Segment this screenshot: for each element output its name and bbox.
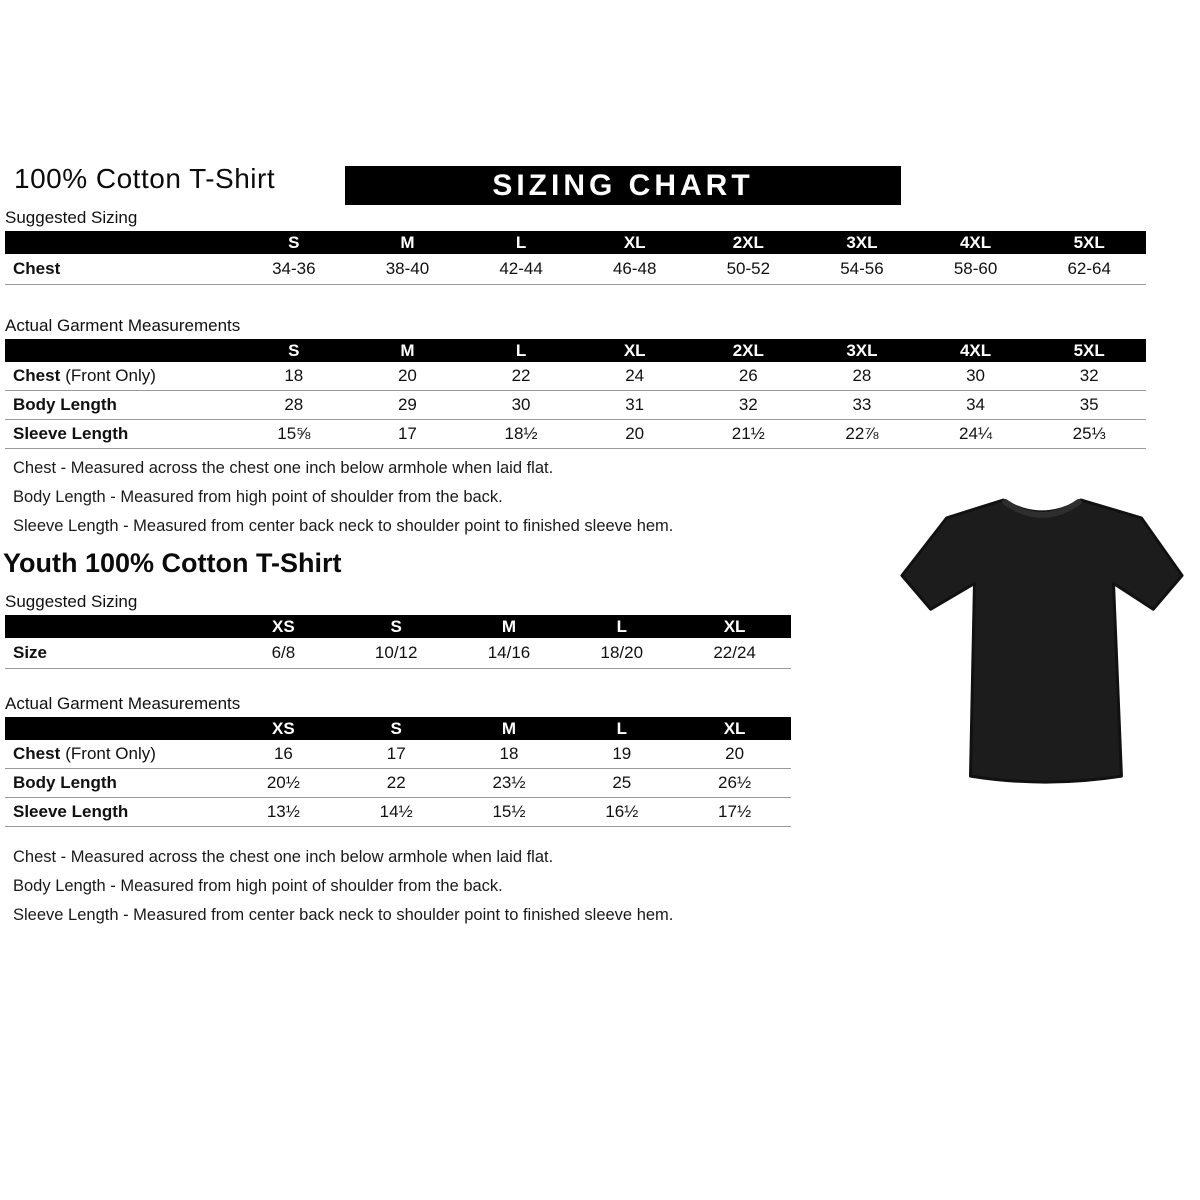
youth-section-title: Youth 100% Cotton T-Shirt	[3, 548, 342, 578]
table-cell: 17	[386, 744, 406, 763]
table-header-cell: S	[390, 617, 402, 636]
youth-garment-measurements-table	[5, 717, 791, 827]
table-cell: 22	[511, 366, 531, 385]
table-header-cell: 4XL	[959, 233, 992, 252]
table-header-cell: XL	[723, 617, 746, 636]
table-cell: 22	[386, 773, 406, 792]
table-cell: 20½	[266, 773, 300, 792]
page-title: 100% Cotton T-Shirt	[14, 163, 276, 194]
table-cell: 15½	[492, 802, 526, 821]
row-label: Chest (Front Only)	[13, 366, 156, 385]
measurement-note: Body Length - Measured from high point of shoulder from the back.	[13, 488, 503, 506]
sizing-chart-banner	[345, 166, 901, 205]
row-label: Body Length	[13, 395, 117, 414]
table-cell: 16½	[605, 802, 639, 821]
measurement-note: Chest - Measured across the chest one inch below armhole when laid flat.	[13, 459, 554, 477]
table-cell: 15⅝	[277, 424, 311, 443]
adult-measurement-notes	[13, 454, 673, 541]
table-header-cell: L	[616, 719, 627, 738]
row-label: Body Length	[13, 773, 117, 792]
table-header-cell: 3XL	[846, 233, 878, 252]
table-cell: 35	[1079, 395, 1099, 414]
table-cell: 54-56	[840, 259, 884, 278]
youth-actual-measurements-label: Actual Garment Measurements	[5, 694, 241, 713]
table-header-cell: 5XL	[1073, 341, 1105, 360]
table-header-cell	[5, 339, 237, 362]
table-cell: 18	[284, 366, 304, 385]
table-header-row	[5, 717, 791, 740]
table-cell: 58-60	[953, 259, 998, 278]
table-cell: 29	[397, 395, 417, 414]
table-cell: 25	[612, 773, 632, 792]
table-cell: 30	[511, 395, 531, 414]
table-cell: 19	[612, 744, 632, 763]
table-cell: 62-64	[1067, 259, 1111, 278]
tshirt-silhouette	[902, 500, 1182, 782]
table-header-cell: M	[400, 341, 415, 360]
table-cell: 33	[852, 395, 872, 414]
table-cell: 38-40	[385, 259, 430, 278]
table-header-cell: XL	[723, 719, 746, 738]
tshirt-image	[893, 478, 1191, 816]
youth-measurement-notes	[13, 843, 673, 930]
table-cell: 13½	[266, 802, 300, 821]
table-header-cell: M	[501, 617, 517, 636]
table-header-cell: S	[288, 341, 300, 360]
row-label: Sleeve Length	[13, 424, 129, 443]
table-cell: 18½	[504, 424, 538, 443]
table-header-row	[5, 339, 1146, 362]
table-row	[5, 391, 1146, 420]
table-cell: 14/16	[487, 643, 531, 662]
table-cell: 24	[625, 366, 645, 385]
table-cell: 34	[966, 395, 986, 414]
table-row	[5, 638, 791, 669]
table-row	[5, 254, 1146, 285]
table-cell: 46-48	[612, 259, 657, 278]
table-header-cell: S	[288, 233, 300, 252]
table-cell: 50-52	[726, 259, 771, 278]
youth-suggested-sizing-label: Suggested Sizing	[5, 592, 138, 611]
table-cell: 42-44	[499, 259, 543, 278]
adult-actual-measurements-label: Actual Garment Measurements	[5, 316, 241, 335]
table-header-cell: L	[616, 617, 627, 636]
table-header-cell: 2XL	[732, 341, 764, 360]
table-header-cell	[5, 231, 237, 254]
table-header-cell: M	[501, 719, 517, 738]
table-cell: 31	[625, 395, 645, 414]
table-cell: 14½	[379, 802, 413, 821]
row-label: Chest	[13, 259, 61, 278]
table-cell: 26	[738, 366, 758, 385]
table-cell: 20	[397, 366, 417, 385]
table-cell: 34-36	[272, 259, 316, 278]
sizing-chart-banner-label: SIZING CHART	[492, 168, 754, 202]
measurement-note: Body Length - Measured from high point of shoulder from the back.	[13, 877, 503, 895]
table-cell: 28	[852, 366, 872, 385]
table-header-cell: XS	[272, 617, 295, 636]
table-header-cell: M	[400, 233, 415, 252]
row-label: Sleeve Length	[13, 802, 129, 821]
table-row	[5, 769, 791, 798]
adult-suggested-sizing-table	[5, 231, 1146, 285]
table-cell: 17	[397, 424, 417, 443]
table-cell: 10/12	[374, 643, 418, 662]
table-header-cell: 4XL	[959, 341, 992, 360]
table-cell: 32	[738, 395, 758, 414]
table-header-cell: S	[390, 719, 402, 738]
table-header-cell: L	[515, 233, 527, 252]
table-row	[5, 420, 1146, 449]
table-header-row	[5, 615, 791, 638]
table-cell: 28	[284, 395, 304, 414]
table-cell: 20	[625, 424, 645, 443]
measurement-note: Sleeve Length - Measured from center back neck to shoulder point to finished sleeve hem.	[13, 517, 674, 535]
table-header-cell: 3XL	[846, 341, 878, 360]
table-header-cell: 2XL	[732, 233, 764, 252]
adult-garment-measurements-table	[5, 339, 1146, 449]
table-cell: 24¼	[959, 424, 993, 443]
table-cell: 22/24	[713, 643, 756, 662]
table-header-cell: L	[515, 341, 527, 360]
table-cell: 23½	[492, 773, 526, 792]
table-cell: 22⅞	[845, 424, 879, 443]
table-cell: 6/8	[271, 643, 296, 662]
row-label: Size	[13, 643, 48, 662]
table-cell: 18/20	[600, 643, 644, 662]
table-row	[5, 798, 791, 827]
adult-suggested-sizing-label: Suggested Sizing	[5, 208, 138, 227]
table-cell: 32	[1079, 366, 1099, 385]
table-cell: 16	[273, 744, 293, 763]
table-cell: 25⅓	[1072, 424, 1106, 443]
table-header-row	[5, 231, 1146, 254]
table-header-cell: XL	[623, 341, 646, 360]
table-header-cell	[5, 615, 227, 638]
table-cell: 26½	[718, 773, 752, 792]
table-header-cell: XL	[623, 233, 646, 252]
table-row	[5, 362, 1146, 391]
measurement-note: Sleeve Length - Measured from center back neck to shoulder point to finished sleeve hem.	[13, 906, 674, 924]
table-cell: 17½	[718, 802, 752, 821]
youth-suggested-sizing-table	[5, 615, 791, 669]
row-label: Chest (Front Only)	[13, 744, 156, 763]
table-header-cell: 5XL	[1073, 233, 1105, 252]
table-cell: 30	[966, 366, 986, 385]
table-header-cell: XS	[272, 719, 295, 738]
table-header-cell	[5, 717, 227, 740]
table-row	[5, 740, 791, 769]
table-cell: 21½	[731, 424, 765, 443]
table-cell: 18	[499, 744, 519, 763]
measurement-note: Chest - Measured across the chest one inch below armhole when laid flat.	[13, 848, 554, 866]
table-cell: 20	[725, 744, 745, 763]
